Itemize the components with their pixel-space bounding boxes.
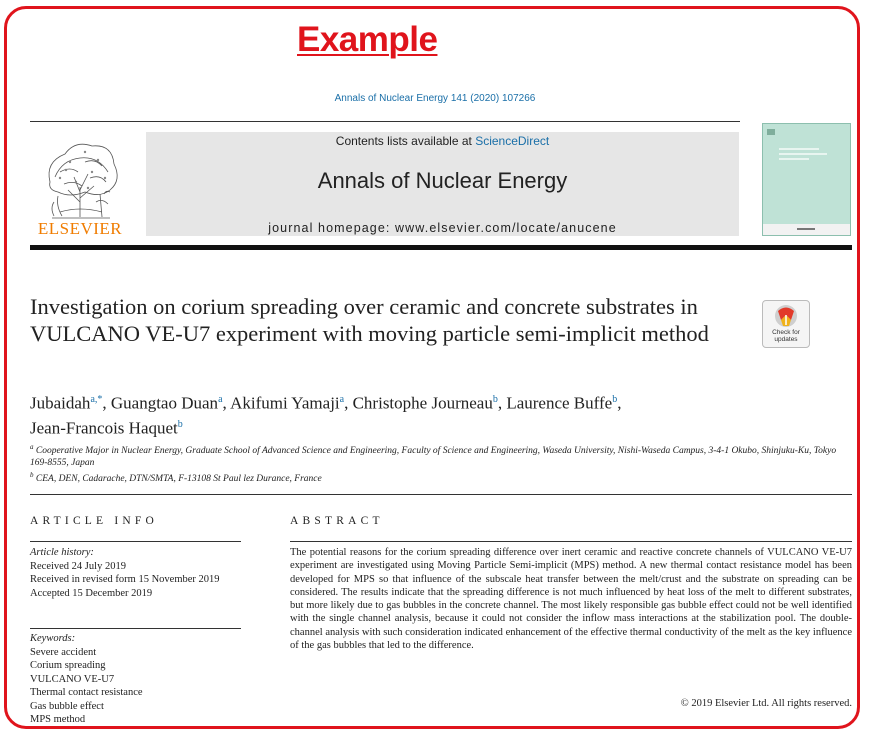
abstract-text: The potential reasons for the corium spreading difference over inert ceramic and reactive concrete channels of VULCANO VE-U7 experiment are investigated using Moving Particle Semi-implicit (MPS) method. A new thermal contact resistance model has been developed for MPS so that influence of the subscale heat transfer between the melt/crust and the substrate on spreading can be considered. The results indicate that the spreading difference is not much influenced by heat loss of the melt to different substrates, but more likely due to gas bubbles in the concrete channel. The most likely responsible gas bubble effect could not be well identified with the single channel analysis, because it could not consider the inflow mass interactions at the stabilization pool. The double-channel analysis with such consideration indicated enhancement of the effective thermal conductivity of the melt as the key influence of the gas bubbles that led to the difference. (290, 547, 852, 652)
author-affil-mark[interactable]: b (177, 418, 183, 430)
author-sep: , (102, 393, 111, 413)
abstract-rule (290, 541, 852, 542)
cover-art-icon (763, 124, 850, 235)
affiliation-text: Cooperative Major in Nuclear Energy, Graduate School of Advanced Science and Engineering, Faculty of Science and Engineering, Waseda University, Nishi-Waseda Campus, 3-4-1 Okubo, Shinjuku-Ku, Tokyo 169-8555, Japan (30, 446, 837, 469)
history-item: Received 24 July 2019 (30, 560, 126, 572)
keyword-item: VULCANO VE-U7 (30, 673, 115, 685)
history-label: Article history: (30, 547, 94, 558)
author-list (30, 389, 830, 438)
keyword-item: MPS method (30, 714, 86, 725)
journal-title: Annals of Nuclear Energy (317, 168, 568, 193)
article-history (30, 546, 220, 600)
author-name[interactable]: Christophe Journeau (352, 393, 493, 413)
author-name[interactable]: Laurence Buffe (506, 393, 613, 413)
keyword-item: Gas bubble effect (30, 700, 104, 712)
affiliation-item (30, 441, 842, 469)
paper-title: Investigation on corium spreading over ceramic and concrete substrates in VULCANO VE-U7 experiment with moving particle semi-implicit method (30, 294, 709, 346)
crossmark-icon (763, 301, 809, 329)
keywords-rule (30, 628, 241, 629)
article-info-heading: ARTICLE INFO (30, 515, 158, 527)
affiliation-mark: b (30, 471, 34, 480)
journal-citation-link[interactable]: Annals of Nuclear Energy 141 (2020) 107266 (334, 93, 536, 104)
article-info-rule (30, 541, 241, 542)
author-affil-mark[interactable]: b (612, 394, 618, 405)
author-name[interactable]: Akifumi Yamaji (230, 393, 340, 413)
journal-homepage[interactable]: journal homepage: www.elsevier.com/locate/anucene (268, 221, 617, 235)
author-affil-mark[interactable]: a (339, 394, 345, 405)
author-affil-mark[interactable]: b (492, 394, 498, 405)
author-affil-mark[interactable]: a,* (90, 394, 103, 405)
example-label: Example (297, 20, 438, 59)
elsevier-wordmark: ELSEVIER (37, 219, 123, 238)
history-item: Received in revised form 15 November 2019 (30, 574, 220, 585)
keywords-label: Keywords: (30, 633, 76, 644)
header-thick-rule (30, 245, 852, 250)
author-sep: , (617, 393, 622, 413)
author-name[interactable]: Jubaidah (30, 393, 91, 413)
affiliations (30, 441, 842, 485)
author-sep: , (344, 393, 353, 413)
crossmark-line2: updates (774, 336, 798, 343)
sciencedirect-link[interactable]: ScienceDirect (475, 134, 550, 148)
author-name[interactable]: Guangtao Duan (110, 393, 219, 413)
author-sep: , (497, 393, 507, 413)
affiliation-mark: a (30, 443, 34, 451)
contents-line (146, 134, 739, 148)
author-sep: , (222, 393, 231, 413)
author-name[interactable]: Jean-Francois Haquet (30, 418, 178, 438)
keywords-block (30, 632, 143, 727)
crossmark-line1: Check for (772, 329, 800, 336)
abstract-heading: ABSTRACT (290, 515, 384, 527)
affiliation-text: CEA, DEN, Cadarache, DTN/SMTA, F-13108 St Paul lez Durance, France (35, 474, 322, 485)
keyword-item: Severe accident (30, 646, 97, 658)
author-affil-mark[interactable]: a (218, 394, 223, 405)
journal-banner (146, 132, 739, 236)
contents-prefix: Contents lists available at (335, 134, 476, 148)
section-divider (30, 494, 852, 495)
keyword-item: Thermal contact resistance (30, 687, 143, 698)
check-for-updates-badge[interactable] (762, 300, 810, 348)
affiliation-item (30, 469, 842, 485)
copyright-notice: © 2019 Elsevier Ltd. All rights reserved. (680, 698, 852, 709)
journal-cover-thumbnail[interactable] (762, 123, 851, 236)
header-divider (30, 121, 740, 122)
history-item: Accepted 15 December 2019 (30, 587, 153, 599)
keyword-item: Corium spreading (30, 660, 106, 671)
